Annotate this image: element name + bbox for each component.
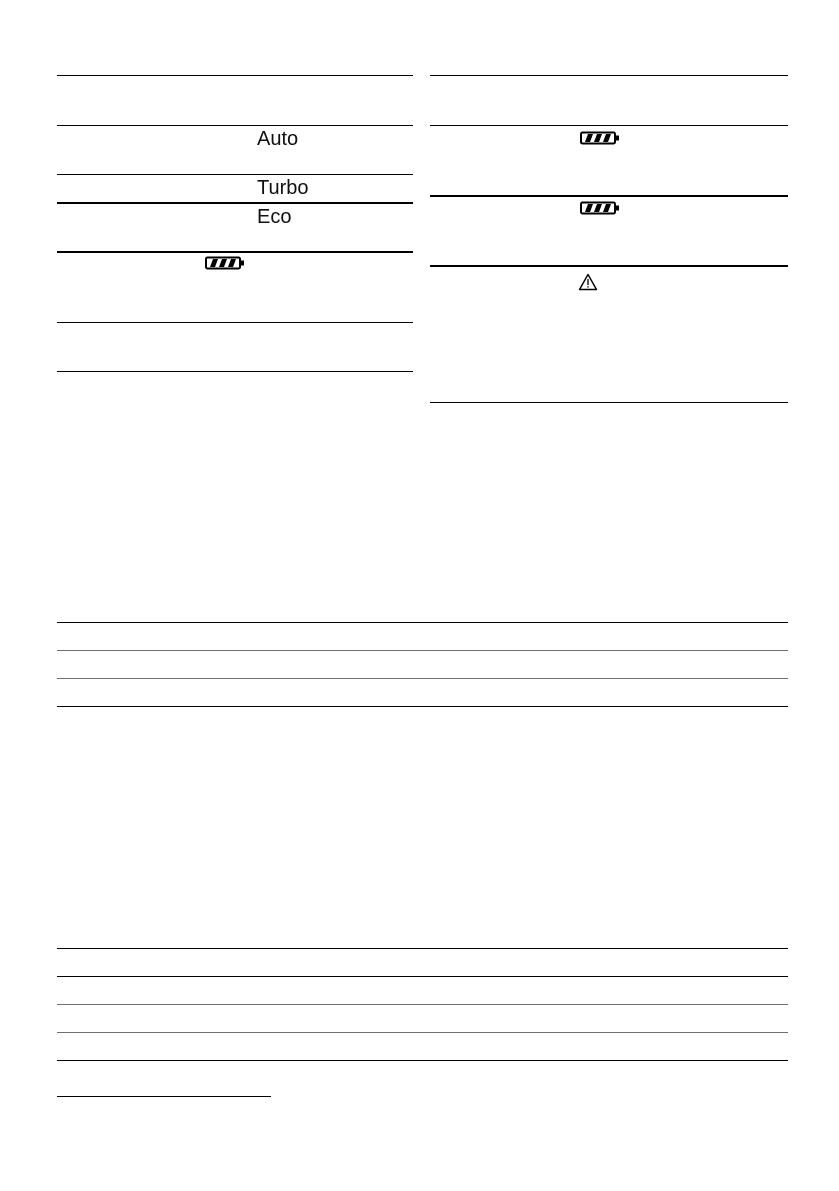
table-rule xyxy=(430,265,788,267)
table-rule xyxy=(57,174,413,175)
battery-3-bars-icon xyxy=(580,201,620,215)
mode-eco-label: Eco xyxy=(257,206,292,228)
table-rule xyxy=(57,202,413,204)
table-rule xyxy=(57,948,788,949)
table-rule xyxy=(57,678,788,679)
table-rule xyxy=(57,75,413,76)
table-rule xyxy=(57,622,788,623)
table-rule xyxy=(57,251,413,253)
table-rule xyxy=(430,402,788,403)
warning-triangle-icon xyxy=(578,273,598,291)
table-rule xyxy=(57,371,413,372)
table-rule xyxy=(57,1004,788,1005)
table-rule xyxy=(57,322,413,323)
table-rule xyxy=(57,650,788,651)
table-rule xyxy=(57,125,413,126)
mode-turbo-label: Turbo xyxy=(257,177,309,199)
mode-auto-label: Auto xyxy=(257,128,299,150)
table-rule xyxy=(57,706,788,707)
table-rule xyxy=(430,125,788,126)
table-rule xyxy=(57,976,788,977)
battery-3-bars-icon xyxy=(580,131,620,145)
table-rule xyxy=(430,195,788,197)
footnote-separator xyxy=(57,1096,271,1097)
table-rule xyxy=(57,1060,788,1061)
battery-3-bars-icon xyxy=(205,256,245,270)
table-rule xyxy=(430,75,788,76)
table-rule xyxy=(57,1032,788,1033)
